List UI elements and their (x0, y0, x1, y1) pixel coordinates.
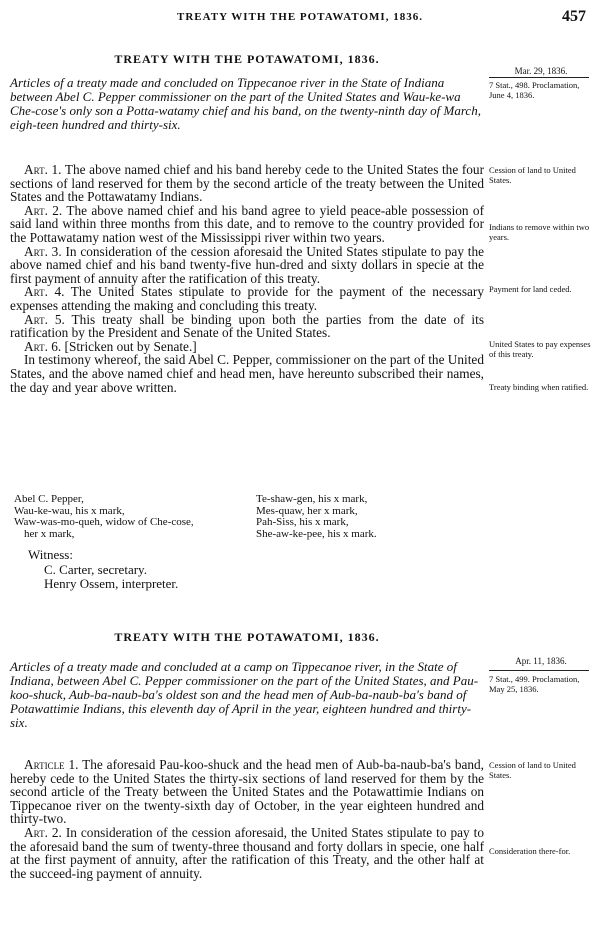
signature: Waw-was-mo-queh, widow of Che-cose, (14, 516, 194, 528)
running-head-title: TREATY WITH THE POTAWATOMI, 1836. (177, 11, 423, 23)
signature: her x mark, (24, 527, 75, 540)
treaty2-preamble-block (10, 660, 484, 730)
treaty2-article-2: Art. 2. In consideration of the cession aforesaid, the United States stipulate to pay to the aforesaid band the sum of twenty-three thousand and forty dollars in specie, one half at the first payment of annuity, after the ratification of this Treaty, and the other half at the succeed-ing payment of annuity. (10, 824, 484, 881)
treaty2-preamble: Articles of a treaty made and concluded at a camp on Tippecanoe river, in the State of Indiana, between Abel C. Pepper commissioner on the part of the United States, and Pau-koo-shuck, Aub-ba-naub-ba's oldest son and the head men of Aub-ba-naub-ba's band of Potawattimie Indians, this eleventh day of April in the year, eighteen hundred and thirty-six. (10, 659, 479, 730)
witness: C. Carter, secretary. (44, 561, 147, 577)
witness-label: Witness: (28, 547, 73, 562)
treaty1-article-6: Art. 6. [Stricken out by Senate.] (24, 338, 197, 354)
signature: Pah-Siss, his x mark, (256, 516, 349, 528)
treaty1-sidenote-5: Treaty binding when ratified. (489, 382, 589, 392)
running-head (0, 8, 600, 28)
treaty2-article-1: Article 1. The aforesaid Pau-koo-shuck and the head men of Aub-ba-naub-ba's band, hereby cede to the United States the thirty-six sections of land reserved for them by the second article of the Treaty between the United States and the Potawattimie Indians on Tippecanoe river on the twenty-sixth day of October, in the year eighteen hundred and thirty-two. (10, 757, 484, 827)
treaty1-sidenote-4: United States to pay expenses of this treaty. (489, 339, 591, 359)
treaty2-side-date: Apr. 11, 1836. (515, 656, 567, 666)
treaty2-articles (10, 758, 484, 880)
treaty1-witnesses (28, 548, 178, 592)
treaty2-side-rule (489, 670, 589, 671)
treaty1-side-stat: 7 Stat., 498. Proclamation, June 4, 1836. (489, 80, 580, 100)
treaty2-title: TREATY WITH THE POTAWATOMI, 1836. (114, 630, 380, 644)
treaty1-articles (10, 163, 484, 394)
treaty2-side-stat: 7 Stat., 499. Proclamation, May 25, 1836. (489, 674, 580, 694)
signature: Abel C. Pepper, (14, 493, 84, 505)
signature: She-aw-ke-pee, his x mark. (256, 527, 377, 540)
treaty1-signatures-right (256, 494, 481, 540)
witness: Henry Ossem, interpreter. (44, 576, 179, 592)
signature: Te-shaw-gen, his x mark, (256, 493, 368, 505)
treaty1-article-5: Art. 5. This treaty shall be binding upon both the parties from the date of its ratification by the President and Senate of the United States. (10, 311, 484, 341)
signature: Wau-ke-wau, his x mark, (14, 504, 125, 517)
treaty1-preamble-block (10, 76, 484, 132)
treaty1-side-date: Mar. 29, 1836. (514, 66, 568, 76)
treaty1-side-rule (489, 77, 589, 78)
treaty1-article-2: Art. 2. The above named chief and his band agree to yield peace-able possession of said land within three months from this date, and to remove to the country provided for the Pottawatamy nation west of the Mississippi river within two years. (10, 202, 484, 245)
treaty1-sidenote-3: Payment for land ceded. (489, 284, 572, 294)
treaty1-article-3: Art. 3. In consideration of the cession aforesaid the United States stipulate to pay the above named chief and his band twenty-five hun-dred and sixty dollars in specie at the first payment of annuity after the ratification of this treaty. (10, 243, 485, 286)
signature: Mes-quaw, her x mark, (256, 504, 358, 517)
treaty1-sidenote-1: Cession of land to United States. (489, 165, 576, 185)
treaty1-testimony: In testimony whereof, the said Abel C. Pepper, commissioner on the part of the United States, and the above named chief and head men, have hereunto subscribed their names, the day and year above written. (10, 352, 484, 395)
treaty1-title: TREATY WITH THE POTAWATOMI, 1836. (114, 52, 380, 66)
treaty1-sidenote-2: Indians to remove within two years. (489, 222, 590, 242)
treaty2-sidenote-2: Consideration there-for. (489, 846, 571, 856)
treaty1-article-1: Art. 1. The above named chief and his band hereby cede to the United States the four sections of land reserved for them by the second article of the treaty between the United States and the Pottawatamy Indians. (10, 162, 484, 205)
treaty1-article-4: Art. 4. The United States stipulate to provide for the payment of the necessary expenses attending the making and concluding this treaty. (10, 284, 484, 313)
treaty1-signatures-left (14, 494, 249, 540)
page-number: 457 (562, 8, 586, 25)
treaty1-preamble: Articles of a treaty made and concluded on Tippecanoe river in the State of Indiana between Abel C. Pepper commissioner on the part of the United States and Wau-ke-wa Che-cose's only son a Potta-watamy chief and his band, on the twenty-ninth day of March, eigh-teen hundred and thirty-six. (10, 75, 481, 132)
treaty2-sidenote-1: Cession of land to United States. (489, 760, 576, 780)
